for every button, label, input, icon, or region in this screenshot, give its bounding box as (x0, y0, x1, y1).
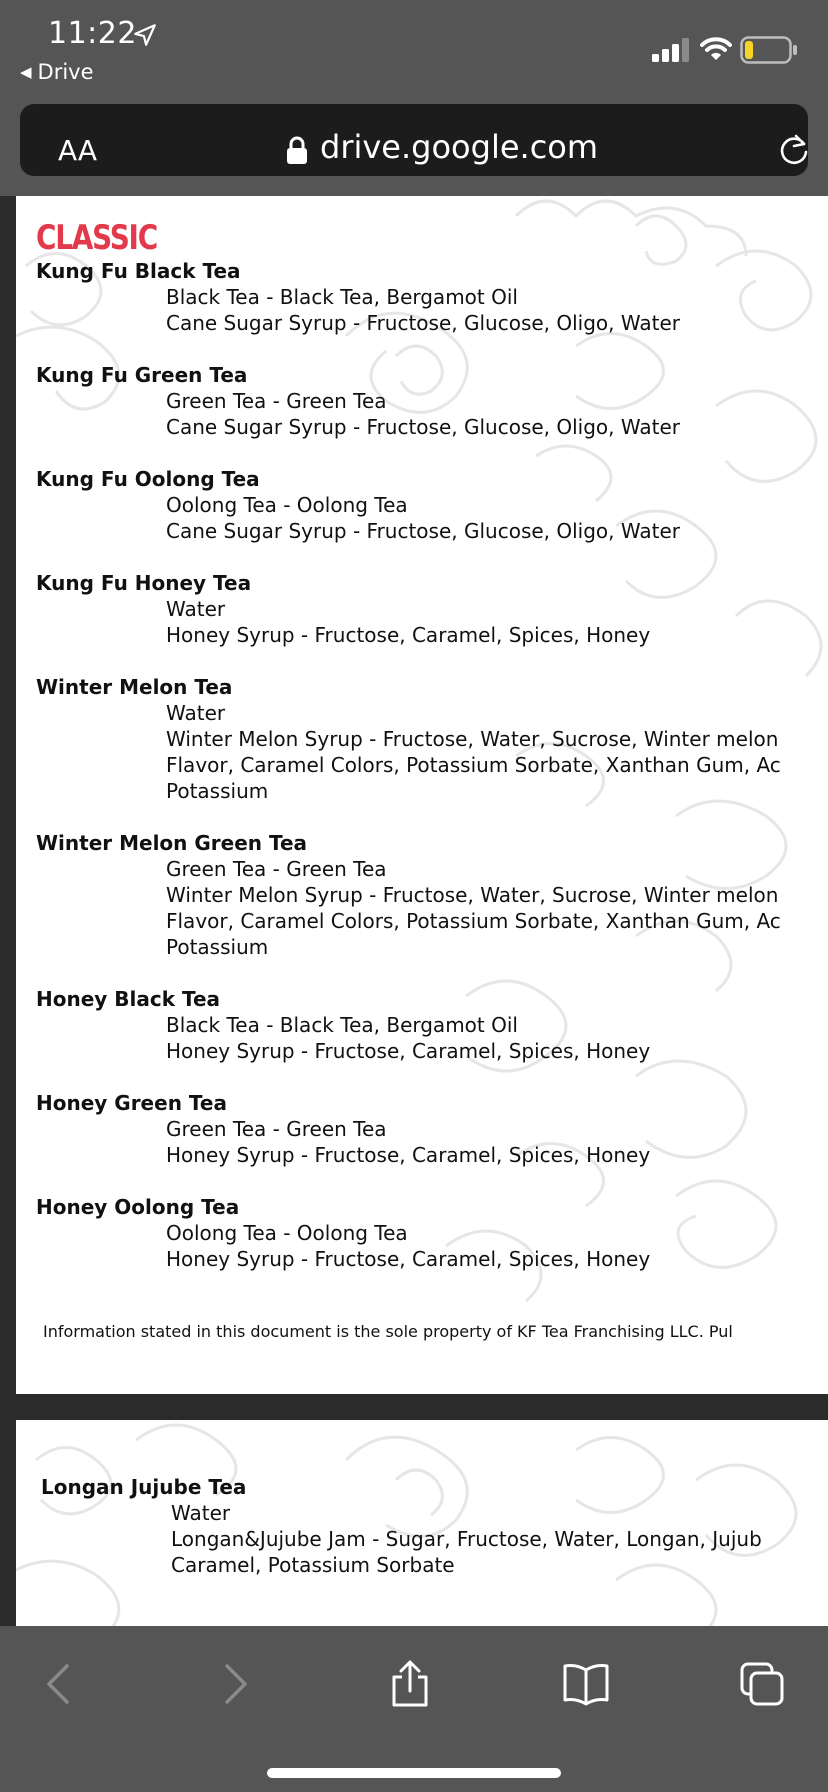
back-icon (43, 1662, 73, 1706)
ingredient-line: Cane Sugar Syrup - Fructose, Glucose, Oligo, Water (166, 519, 681, 543)
tea-entry (36, 362, 828, 440)
ingredient-line: Longan&Jujube Jam - Sugar, Fructose, Water, Longan, Jujub (171, 1527, 762, 1551)
tea-entry (36, 570, 828, 648)
section-title: CLASSIC (36, 218, 157, 258)
url-field[interactable] (20, 104, 808, 176)
tea-name: Winter Melon Tea (36, 675, 233, 699)
bookmarks-icon (561, 1662, 611, 1706)
tea-entry (36, 1194, 828, 1272)
ingredient-line: Water (171, 1501, 231, 1525)
footer-note: Information stated in this document is the sole property of KF Tea Franchising LLC. Pul (43, 1322, 733, 1341)
forward-icon (221, 1662, 251, 1706)
document-page-2 (16, 1420, 828, 1626)
ingredient-line: Caramel, Potassium Sorbate (171, 1553, 455, 1577)
share-button[interactable] (380, 1654, 440, 1714)
ingredient-line: Honey Syrup - Fructose, Caramel, Spices, Honey (166, 623, 651, 647)
ingredient-line: Flavor, Caramel Colors, Potassium Sorbate, Xanthan Gum, Ac (166, 753, 781, 777)
browser-address-bar (0, 96, 828, 196)
tea-entry (36, 986, 828, 1064)
ingredient-line: Water (166, 701, 226, 725)
tabs-button[interactable] (732, 1654, 792, 1714)
ingredient-line: Potassium (166, 935, 269, 959)
ingredient-line: Black Tea - Black Tea, Bergamot Oil (166, 285, 518, 309)
tea-name: Kung Fu Black Tea (36, 259, 241, 283)
back-to-app-link[interactable] (20, 60, 94, 84)
lock-icon (285, 135, 309, 165)
ingredient-line: Oolong Tea - Oolong Tea (166, 1221, 408, 1245)
tabs-icon (738, 1660, 786, 1708)
wifi-icon (700, 36, 732, 62)
tea-name: Winter Melon Green Tea (36, 831, 308, 855)
status-bar (0, 0, 828, 96)
ingredient-line: Flavor, Caramel Colors, Potassium Sorbate, Xanthan Gum, Ac (166, 909, 781, 933)
back-button[interactable] (28, 1654, 88, 1714)
ingredient-line: Honey Syrup - Fructose, Caramel, Spices, Honey (166, 1247, 651, 1271)
ingredient-line: Oolong Tea - Oolong Tea (166, 493, 408, 517)
ingredient-line: Green Tea - Green Tea (166, 389, 387, 413)
tea-name: Kung Fu Oolong Tea (36, 467, 260, 491)
home-indicator[interactable] (267, 1768, 561, 1778)
text-size-button[interactable]: AA (58, 134, 98, 167)
ingredient-line: Green Tea - Green Tea (166, 1117, 387, 1141)
document-page-1 (16, 196, 828, 1394)
ingredient-line: Water (166, 597, 226, 621)
ingredient-line: Potassium (166, 779, 269, 803)
cellular-signal-icon (652, 38, 690, 62)
url-text: drive.google.com (320, 128, 599, 166)
back-triangle-icon: ◀ (20, 63, 32, 81)
back-app-label: Drive (37, 60, 94, 84)
status-time: 11:22 (48, 16, 137, 51)
bookmarks-button[interactable] (556, 1654, 616, 1714)
ingredient-line: Winter Melon Syrup - Fructose, Water, Sucrose, Winter melon (166, 727, 779, 751)
tea-name: Honey Black Tea (36, 987, 221, 1011)
tea-name: Honey Oolong Tea (36, 1195, 240, 1219)
battery-icon (740, 36, 798, 64)
tea-name: Honey Green Tea (36, 1091, 227, 1115)
browser-toolbar (0, 1626, 828, 1792)
ingredient-line: Cane Sugar Syrup - Fructose, Glucose, Oligo, Water (166, 311, 681, 335)
ingredient-line: Honey Syrup - Fructose, Caramel, Spices, Honey (166, 1039, 651, 1063)
location-arrow-icon (132, 22, 158, 48)
tea-entry (36, 674, 828, 804)
forward-button[interactable] (206, 1654, 266, 1714)
ingredient-line: Green Tea - Green Tea (166, 857, 387, 881)
tea-entry (41, 1474, 828, 1578)
tea-name: Kung Fu Honey Tea (36, 571, 252, 595)
ingredient-line: Honey Syrup - Fructose, Caramel, Spices, Honey (166, 1143, 651, 1167)
tea-entry (36, 466, 828, 544)
tea-entry (36, 258, 828, 336)
document-viewer[interactable] (0, 196, 828, 1626)
ingredient-line: Cane Sugar Syrup - Fructose, Glucose, Oligo, Water (166, 415, 681, 439)
share-icon (388, 1659, 432, 1709)
ingredient-line: Winter Melon Syrup - Fructose, Water, Sucrose, Winter melon (166, 883, 779, 907)
ingredient-line: Black Tea - Black Tea, Bergamot Oil (166, 1013, 518, 1037)
tea-entry (36, 1090, 828, 1168)
tea-entry (36, 830, 828, 960)
reload-icon[interactable] (776, 132, 812, 168)
tea-name: Kung Fu Green Tea (36, 363, 248, 387)
tea-name: Longan Jujube Tea (41, 1475, 247, 1499)
